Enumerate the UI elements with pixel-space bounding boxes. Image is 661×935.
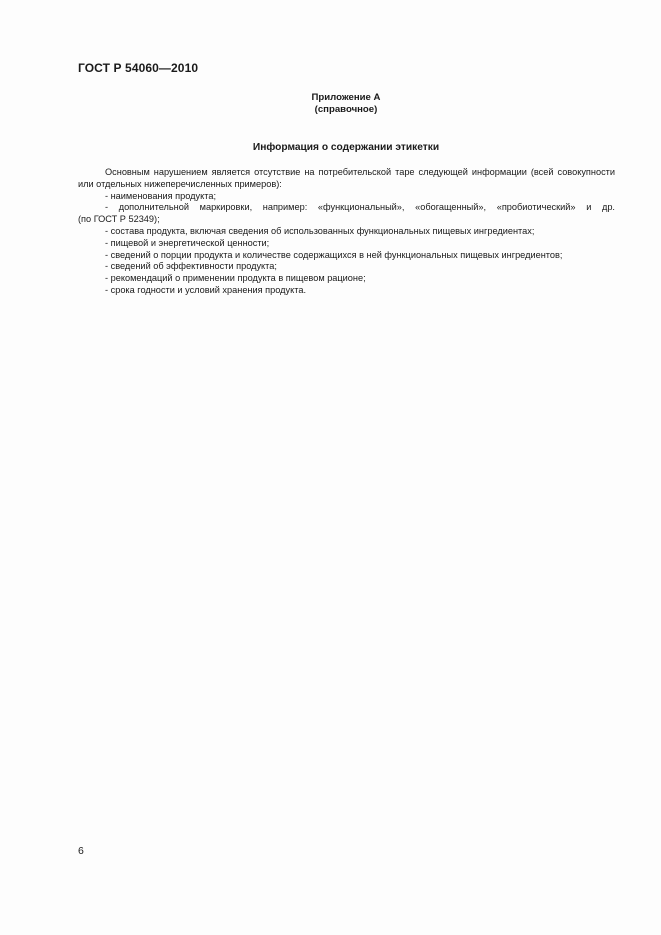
list-item-continuation: (по ГОСТ Р 52349); bbox=[78, 214, 160, 225]
intro-paragraph: Основным нарушением является отсутствие на потребительской таре следующей информации (всей совокупности или отдельных нижеперечисленных примеров): bbox=[78, 167, 615, 189]
section-title: Информация о содержании этикетки bbox=[252, 142, 440, 153]
body-text bbox=[78, 167, 615, 297]
list-item: - сведений об эффективности продукта; bbox=[105, 261, 277, 272]
list-item: - наименования продукта; bbox=[105, 190, 216, 201]
list-item: - состава продукта, включая сведения об использованных функциональных пищевых ингредиентах; bbox=[105, 225, 535, 236]
list-item: - сведений о порции продукта и количестве содержащихся в ней функциональных пищевых ингредиентов; bbox=[105, 249, 563, 260]
list-item: - пищевой и энергетической ценности; bbox=[105, 237, 270, 248]
appendix-title: Приложение А bbox=[311, 92, 381, 103]
list-item: - дополнительной маркировки, например: «функциональный», «обогащенный», «пробиотический» и др. bbox=[105, 202, 615, 213]
list-item: - рекомендаций о применении продукта в пищевом рационе; bbox=[105, 273, 366, 284]
standard-code: ГОСТ Р 54060—2010 bbox=[78, 61, 199, 75]
appendix-heading bbox=[246, 92, 446, 116]
list-item: - срока годности и условий хранения продукта. bbox=[105, 284, 307, 295]
page-number: 6 bbox=[78, 845, 84, 857]
appendix-kind: (справочное) bbox=[314, 104, 378, 115]
